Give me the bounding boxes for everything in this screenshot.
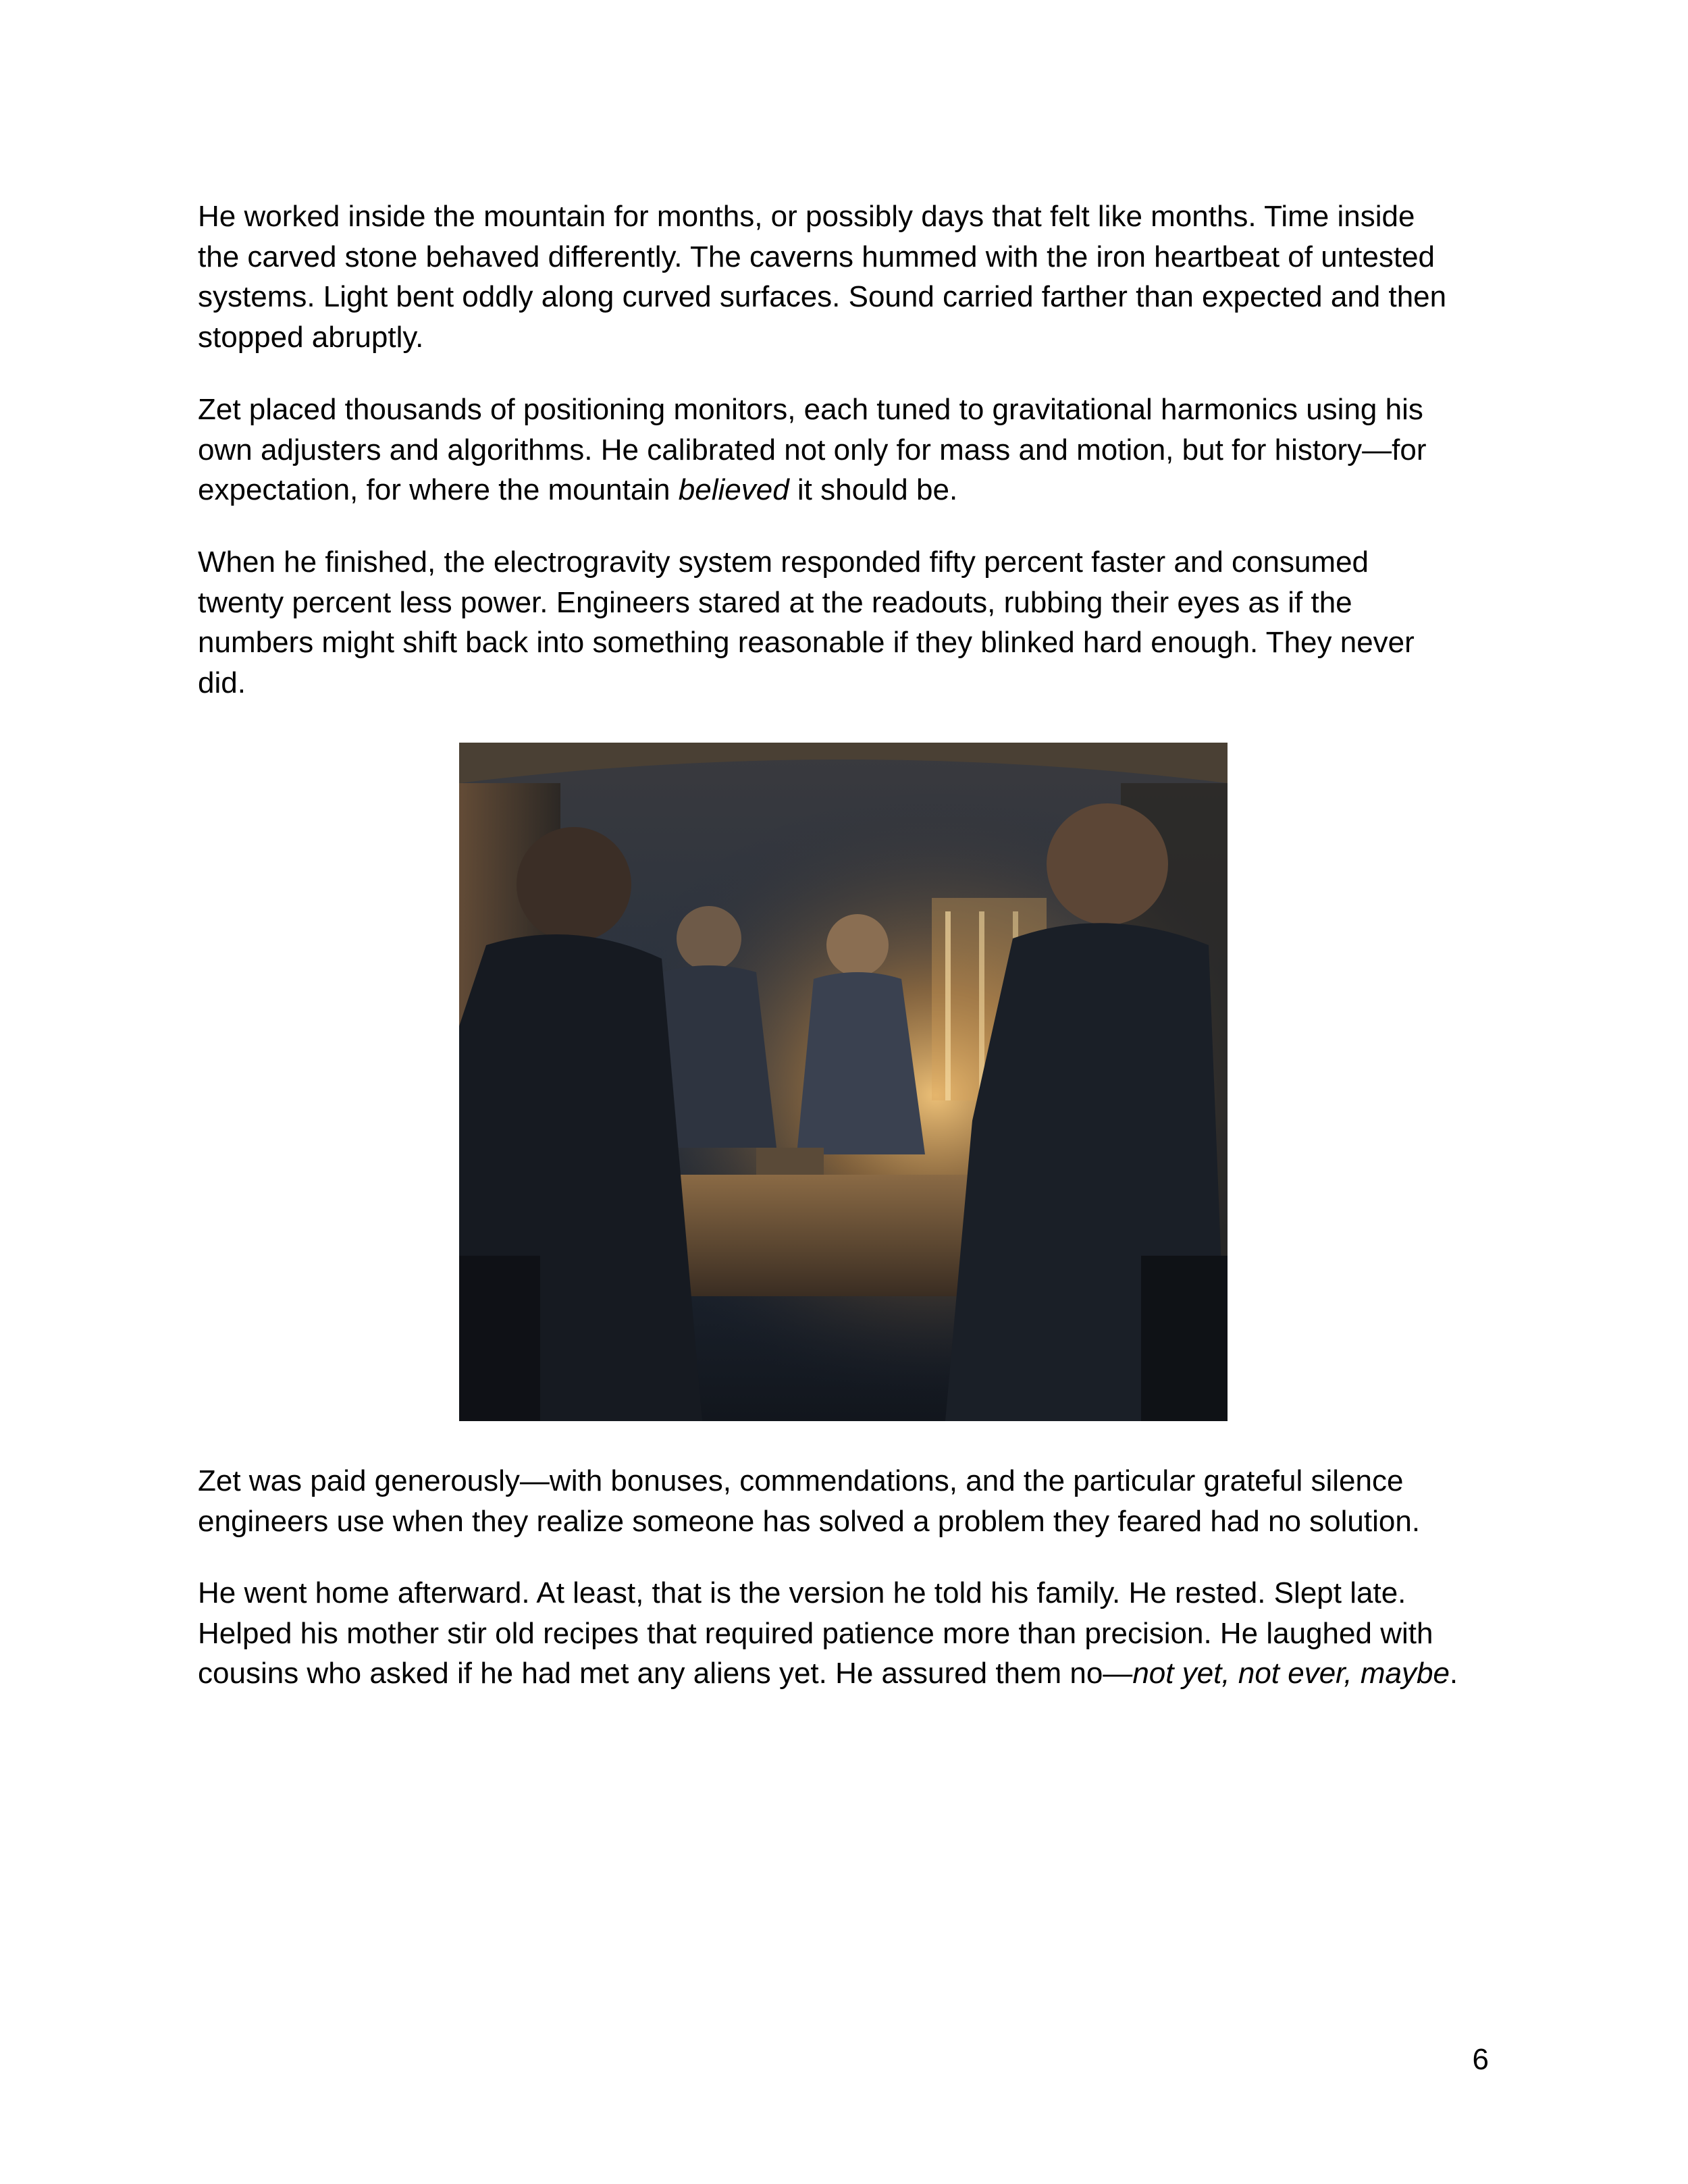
text-line: He went home afterward. At least, that is the version he told his family. He rested. Slept late. xyxy=(198,1576,1406,1609)
text-line: Zet was paid generously—with bonuses, commendations, and the particular grateful silence xyxy=(198,1464,1404,1497)
italic-text: believed xyxy=(678,473,789,506)
paragraph-2 xyxy=(198,390,1501,510)
text-run: . xyxy=(1449,1657,1458,1690)
text-run: expectation, for where the mountain xyxy=(198,473,679,506)
text-line: Helped his mother stir old recipes that required patience more than precision. He laughed with xyxy=(198,1616,1433,1650)
text-line xyxy=(198,470,1501,510)
page-number: 6 xyxy=(1472,2043,1489,2076)
text-line: stopped abruptly. xyxy=(198,320,424,354)
paragraph-4 xyxy=(198,1461,1501,1541)
paragraph-5 xyxy=(198,1573,1501,1694)
text-line: He worked inside the mountain for months, or possibly days that felt like months. Time inside xyxy=(198,200,1415,233)
illustration-artwork xyxy=(459,743,1228,1421)
text-line: When he finished, the electrogravity system responded fifty percent faster and consumed xyxy=(198,545,1369,579)
text-line: numbers might shift back into something reasonable if they blinked hard enough. They never xyxy=(198,626,1415,659)
paragraph-1 xyxy=(198,196,1501,357)
text-line: engineers use when they realize someone has solved a problem they feared had no solution. xyxy=(198,1504,1421,1538)
text-line: the carved stone behaved differently. The caverns hummed with the iron heartbeat of untested xyxy=(198,240,1435,273)
text-run: it should be. xyxy=(789,473,958,506)
text-line: did. xyxy=(198,666,246,699)
italic-text: not yet, not ever, maybe xyxy=(1132,1657,1450,1690)
text-line: own adjusters and algorithms. He calibrated not only for mass and motion, but for history—for xyxy=(198,433,1427,467)
text-line: Zet placed thousands of positioning monitors, each tuned to gravitational harmonics using his xyxy=(198,393,1423,426)
paragraph-3 xyxy=(198,542,1501,703)
illustration-engineers-at-table xyxy=(459,743,1228,1421)
text-line: systems. Light bent oddly along curved surfaces. Sound carried farther than expected and then xyxy=(198,280,1447,313)
text-line xyxy=(198,1653,1501,1694)
text-run: cousins who asked if he had met any aliens yet. He assured them no— xyxy=(198,1657,1133,1690)
text-line: twenty percent less power. Engineers stared at the readouts, rubbing their eyes as if the xyxy=(198,585,1352,619)
